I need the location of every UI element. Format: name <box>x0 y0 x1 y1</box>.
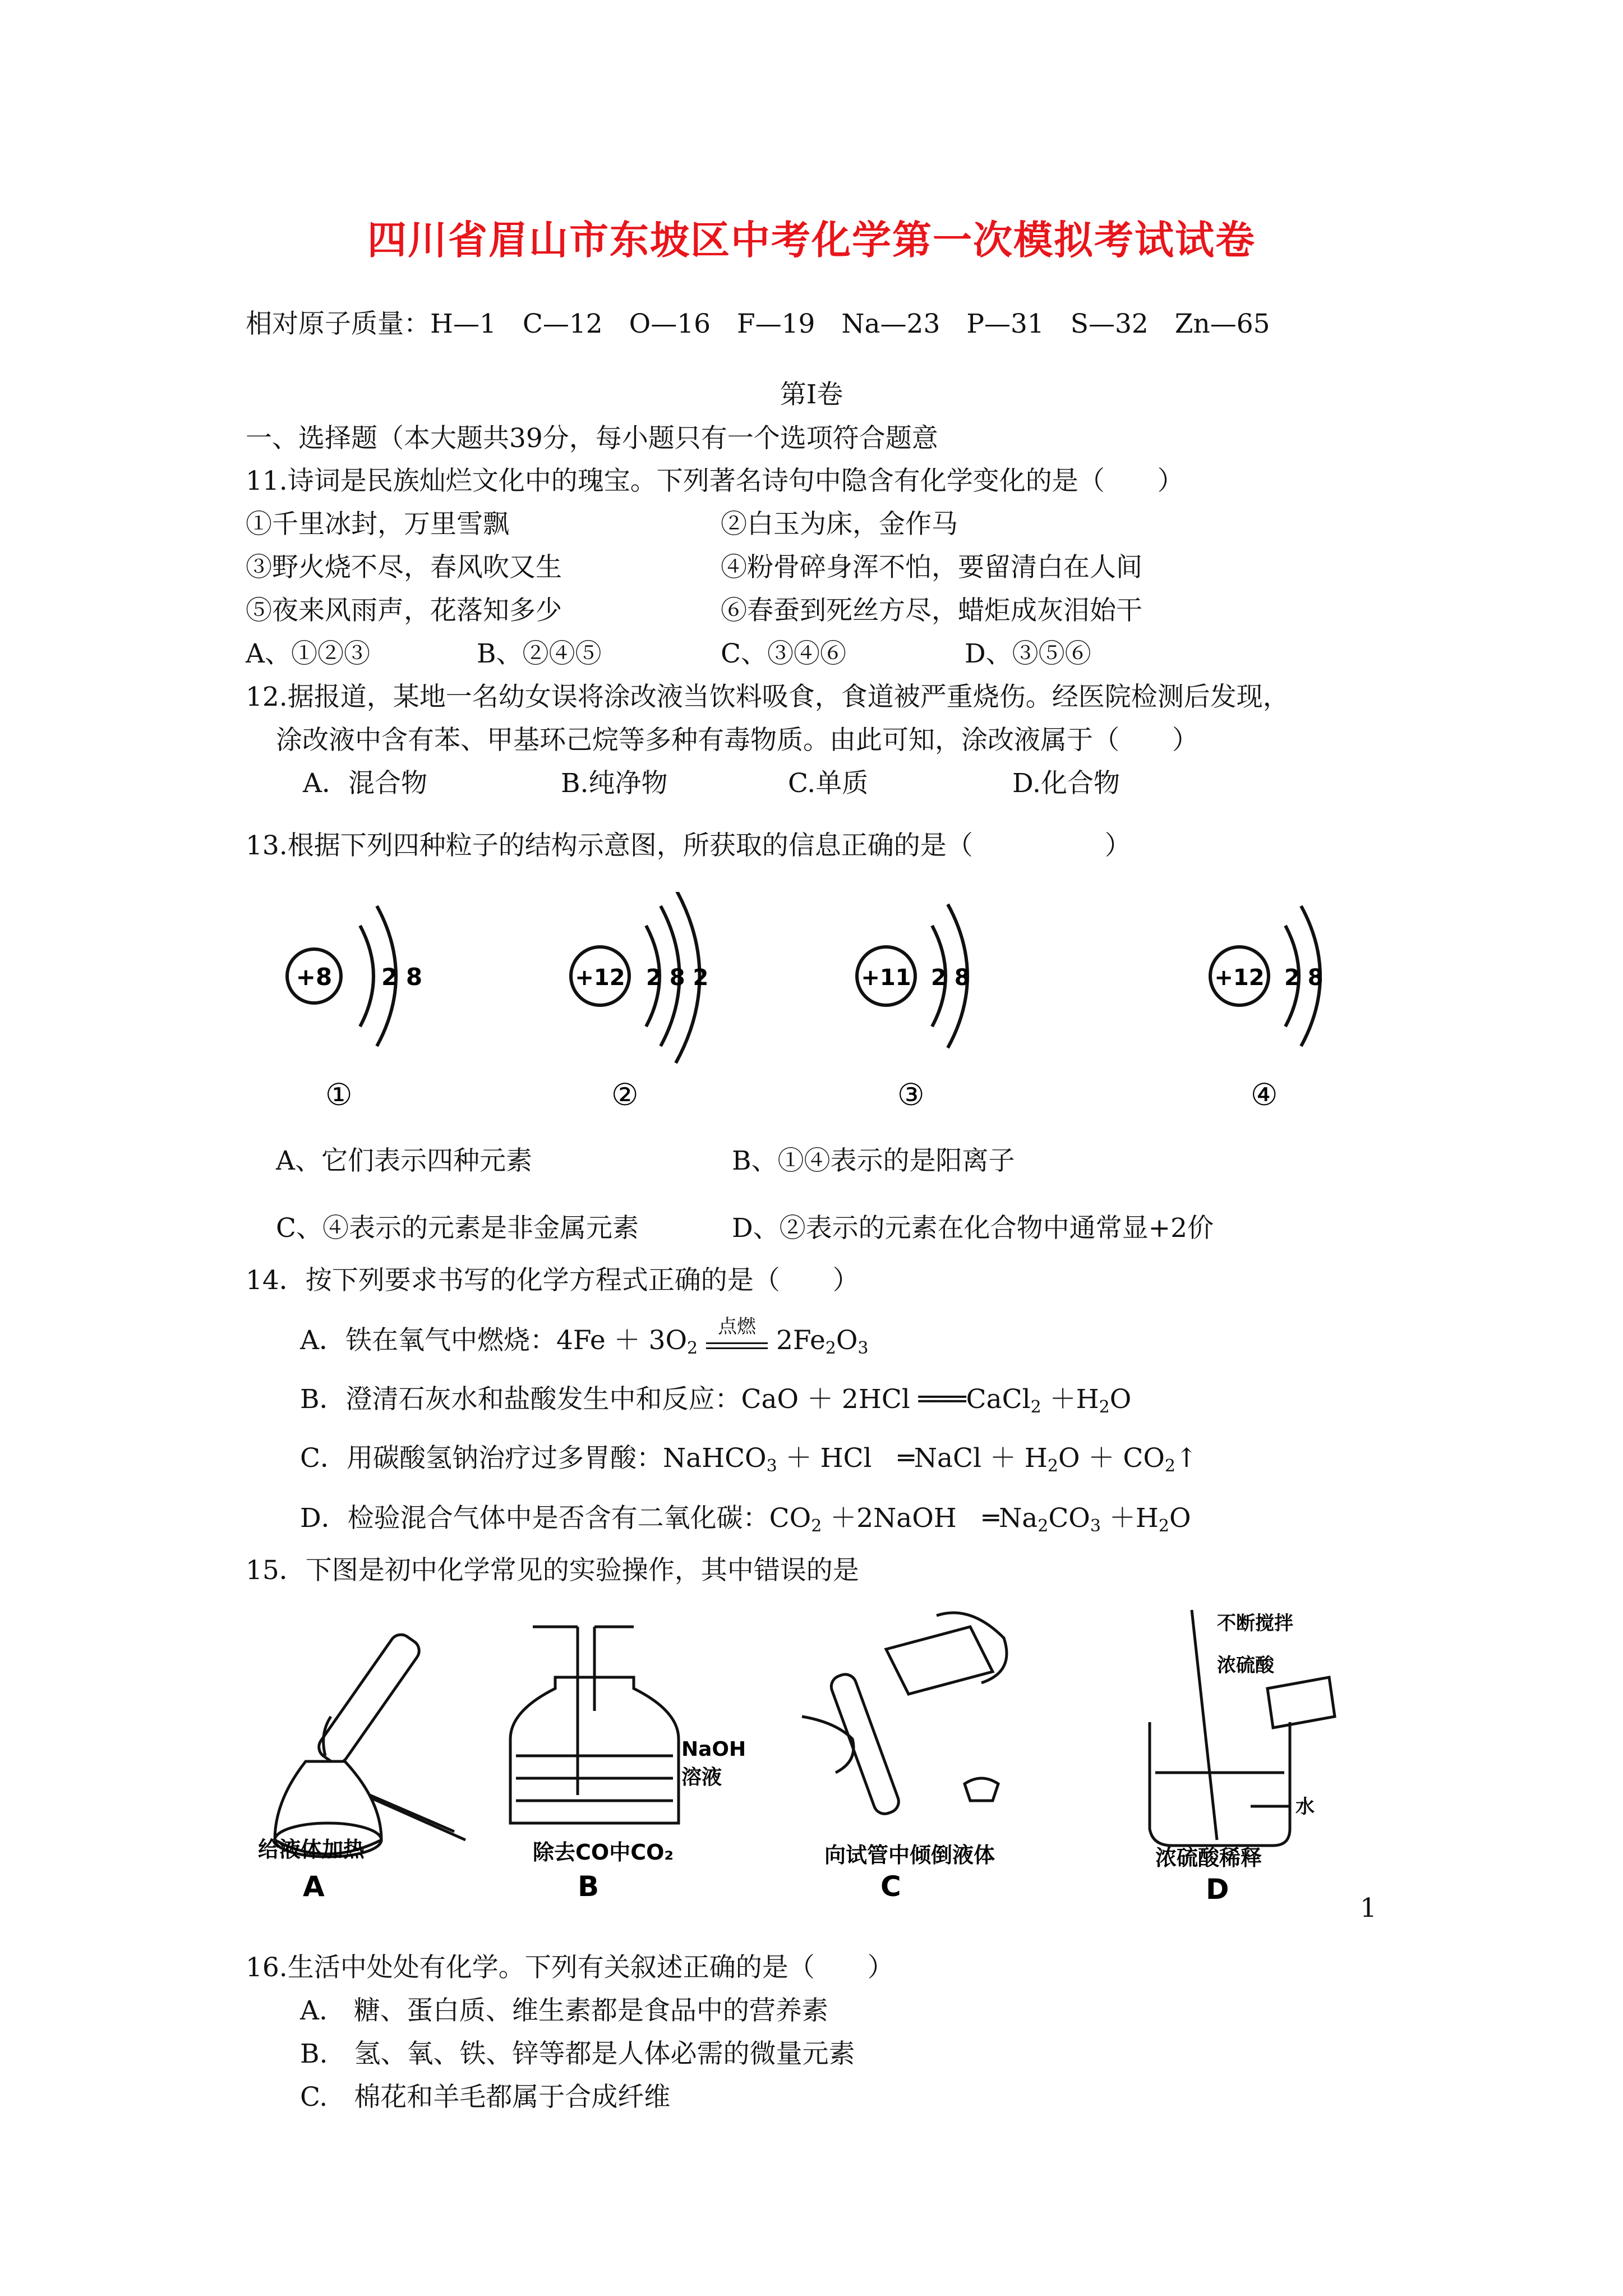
volume-label: 第Ⅰ卷 <box>780 379 843 410</box>
caption-c: 向试管中倾倒液体 <box>824 1843 995 1867</box>
caption-d: 浓硫酸稀释 <box>1155 1846 1262 1870</box>
q16-option-c: C. 棉花和羊毛都属于合成纤维 <box>300 2082 671 2113</box>
q12-stem-line1: 12.据报道，某地一名幼女误将涂改液当饮料吸食，食道被严重烧伤。经医院检测后发现， <box>246 682 1289 712</box>
atom-3-label: ③ <box>897 1077 925 1112</box>
label-acid: 浓硫酸 <box>1217 1654 1274 1677</box>
q16-stem: 16.生活中处处有化学。下列有关叙述正确的是（ ） <box>246 1952 894 1983</box>
q13-option-d: D、②表示的元素在化合物中通常显+2价 <box>732 1213 1214 1244</box>
q16-option-b: B. 氢、氧、铁、锌等都是人体必需的微量元素 <box>300 2039 855 2069</box>
q14-stem: 14．按下列要求书写的化学方程式正确的是（ ） <box>246 1265 859 1296</box>
q11-poem-3: ③野火烧不尽，春风吹又生 <box>246 552 562 583</box>
atom-diagram-3 <box>857 904 970 1112</box>
atom-1-nucleus: +8 <box>296 963 333 991</box>
atom-3-electrons: 2 8 <box>931 965 970 991</box>
atomic-masses: 相对原子质量：H—1 C—12 O—16 F—19 Na—23 P—31 S—32 Zn—65 <box>246 309 1270 339</box>
q11-poem-5: ⑤夜来风雨声，花落知多少 <box>246 595 562 626</box>
exam-title: 四川省眉山市东坡区中考化学第一次模拟考试试卷 <box>367 217 1256 263</box>
q12-option-a: A．混合物 <box>303 768 427 799</box>
q11-stem: 11.诗词是民族灿烂文化中的瑰宝。下列著名诗句中隐含有化学变化的是（ ） <box>246 466 1184 496</box>
atom-diagram-2 <box>571 892 708 1112</box>
atom-diagram-1 <box>287 906 422 1112</box>
atom-1-electrons: 2 8 <box>381 963 423 991</box>
illustration-heating-liquid <box>275 1630 465 1857</box>
letter-b: B <box>578 1870 600 1903</box>
q13-option-a: A、它们表示四种元素 <box>276 1145 532 1176</box>
q13-stem: 13.根据下列四种粒子的结构示意图，所获取的信息正确的是（ ） <box>246 830 1131 861</box>
q12-stem-line2: 涂改液中含有苯、甲基环己烷等多种有毒物质。由此可知，涂改液属于（ ） <box>276 725 1198 756</box>
q13-option-c: C、④表示的元素是非金属元素 <box>276 1213 639 1244</box>
section-title: 一、选择题（本大题共39分，每小题只有一个选项符合题意 <box>246 423 938 454</box>
atom-4-nucleus: +12 <box>1214 965 1265 991</box>
q11-option-b: B、②④⑤ <box>477 638 602 669</box>
lab-illustrations <box>241 1604 1391 1918</box>
q11-poem-2: ②白玉为床，金作马 <box>721 509 958 540</box>
label-naoh: NaOH <box>681 1738 746 1761</box>
illustration-gas-washing-bottle <box>510 1627 679 1823</box>
atom-3-nucleus: +11 <box>861 965 911 991</box>
q11-poem-6: ⑥春蚕到死丝方尽，蜡炬成灰泪始干 <box>721 595 1142 626</box>
q16-option-a: A. 糖、蛋白质、维生素都是食品中的营养素 <box>300 1995 828 2026</box>
q14-option-b: B．澄清石灰水和盐酸发生中和反应：CaO ＋ 2HCl ═══CaCl$_2$ $+H_2O$ <box>300 1384 1132 1417</box>
atom-diagram-4 <box>1210 906 1324 1112</box>
atom-2-label: ② <box>611 1077 639 1112</box>
caption-a: 给液体加热 <box>258 1837 365 1862</box>
atom-2-nucleus: +12 <box>575 965 625 991</box>
condition-burn: 点燃 <box>718 1315 757 1338</box>
q12-option-b: B.纯净物 <box>561 768 668 799</box>
letter-d: D <box>1206 1873 1229 1906</box>
q12-option-c: C.单质 <box>788 768 869 799</box>
atom-2-electrons: 2 8 2 <box>646 965 709 991</box>
atom-4-label: ④ <box>1251 1077 1278 1112</box>
q14-option-c: C．用碳酸氢钠治疗过多胃酸：NaHCO$_3$ ＋ HCl ═NaCl ＋ $H_2O$ ＋ $CO_2↑$ <box>300 1443 1198 1476</box>
q13-option-b: B、①④表示的是阳离子 <box>732 1145 1015 1176</box>
q11-option-a: A、①②③ <box>246 638 370 669</box>
letter-c: C <box>880 1870 901 1903</box>
atom-1-label: ① <box>325 1077 353 1112</box>
page-number: 1 <box>1360 1893 1377 1924</box>
atom-4-electrons: 2 8 <box>1284 965 1324 991</box>
q11-poem-4: ④粉骨碎身浑不怕，要留清白在人间 <box>721 552 1142 583</box>
q11-option-d: D、③⑤⑥ <box>965 638 1091 669</box>
label-stir: 不断搅拌 <box>1217 1612 1293 1635</box>
q14-option-a: A．铁在氧气中燃烧：$4Fe + 3O_2$ 点燃 $2Fe_2O_3$ <box>300 1324 869 1365</box>
atom-diagrams <box>241 892 1363 1133</box>
q11-poem-1: ①千里冰封，万里雪飘 <box>246 509 509 540</box>
q14-option-d: D．检验混合气体中是否含有二氧化碳：$CO_2$ ＋2NaOH $═Na_2CO_3 +H_2O$ <box>300 1503 1191 1536</box>
q11-option-c: C、③④⑥ <box>721 638 846 669</box>
illustration-pouring-liquid <box>802 1613 1007 1817</box>
q12-option-d: D.化合物 <box>1012 768 1120 799</box>
label-water: 水 <box>1295 1796 1315 1818</box>
letter-a: A <box>303 1870 325 1903</box>
caption-b: 除去CO中CO₂ <box>533 1840 674 1865</box>
label-solution: 溶液 <box>681 1766 722 1789</box>
q15-stem: 15．下图是初中化学常见的实验操作，其中错误的是 <box>246 1555 859 1586</box>
